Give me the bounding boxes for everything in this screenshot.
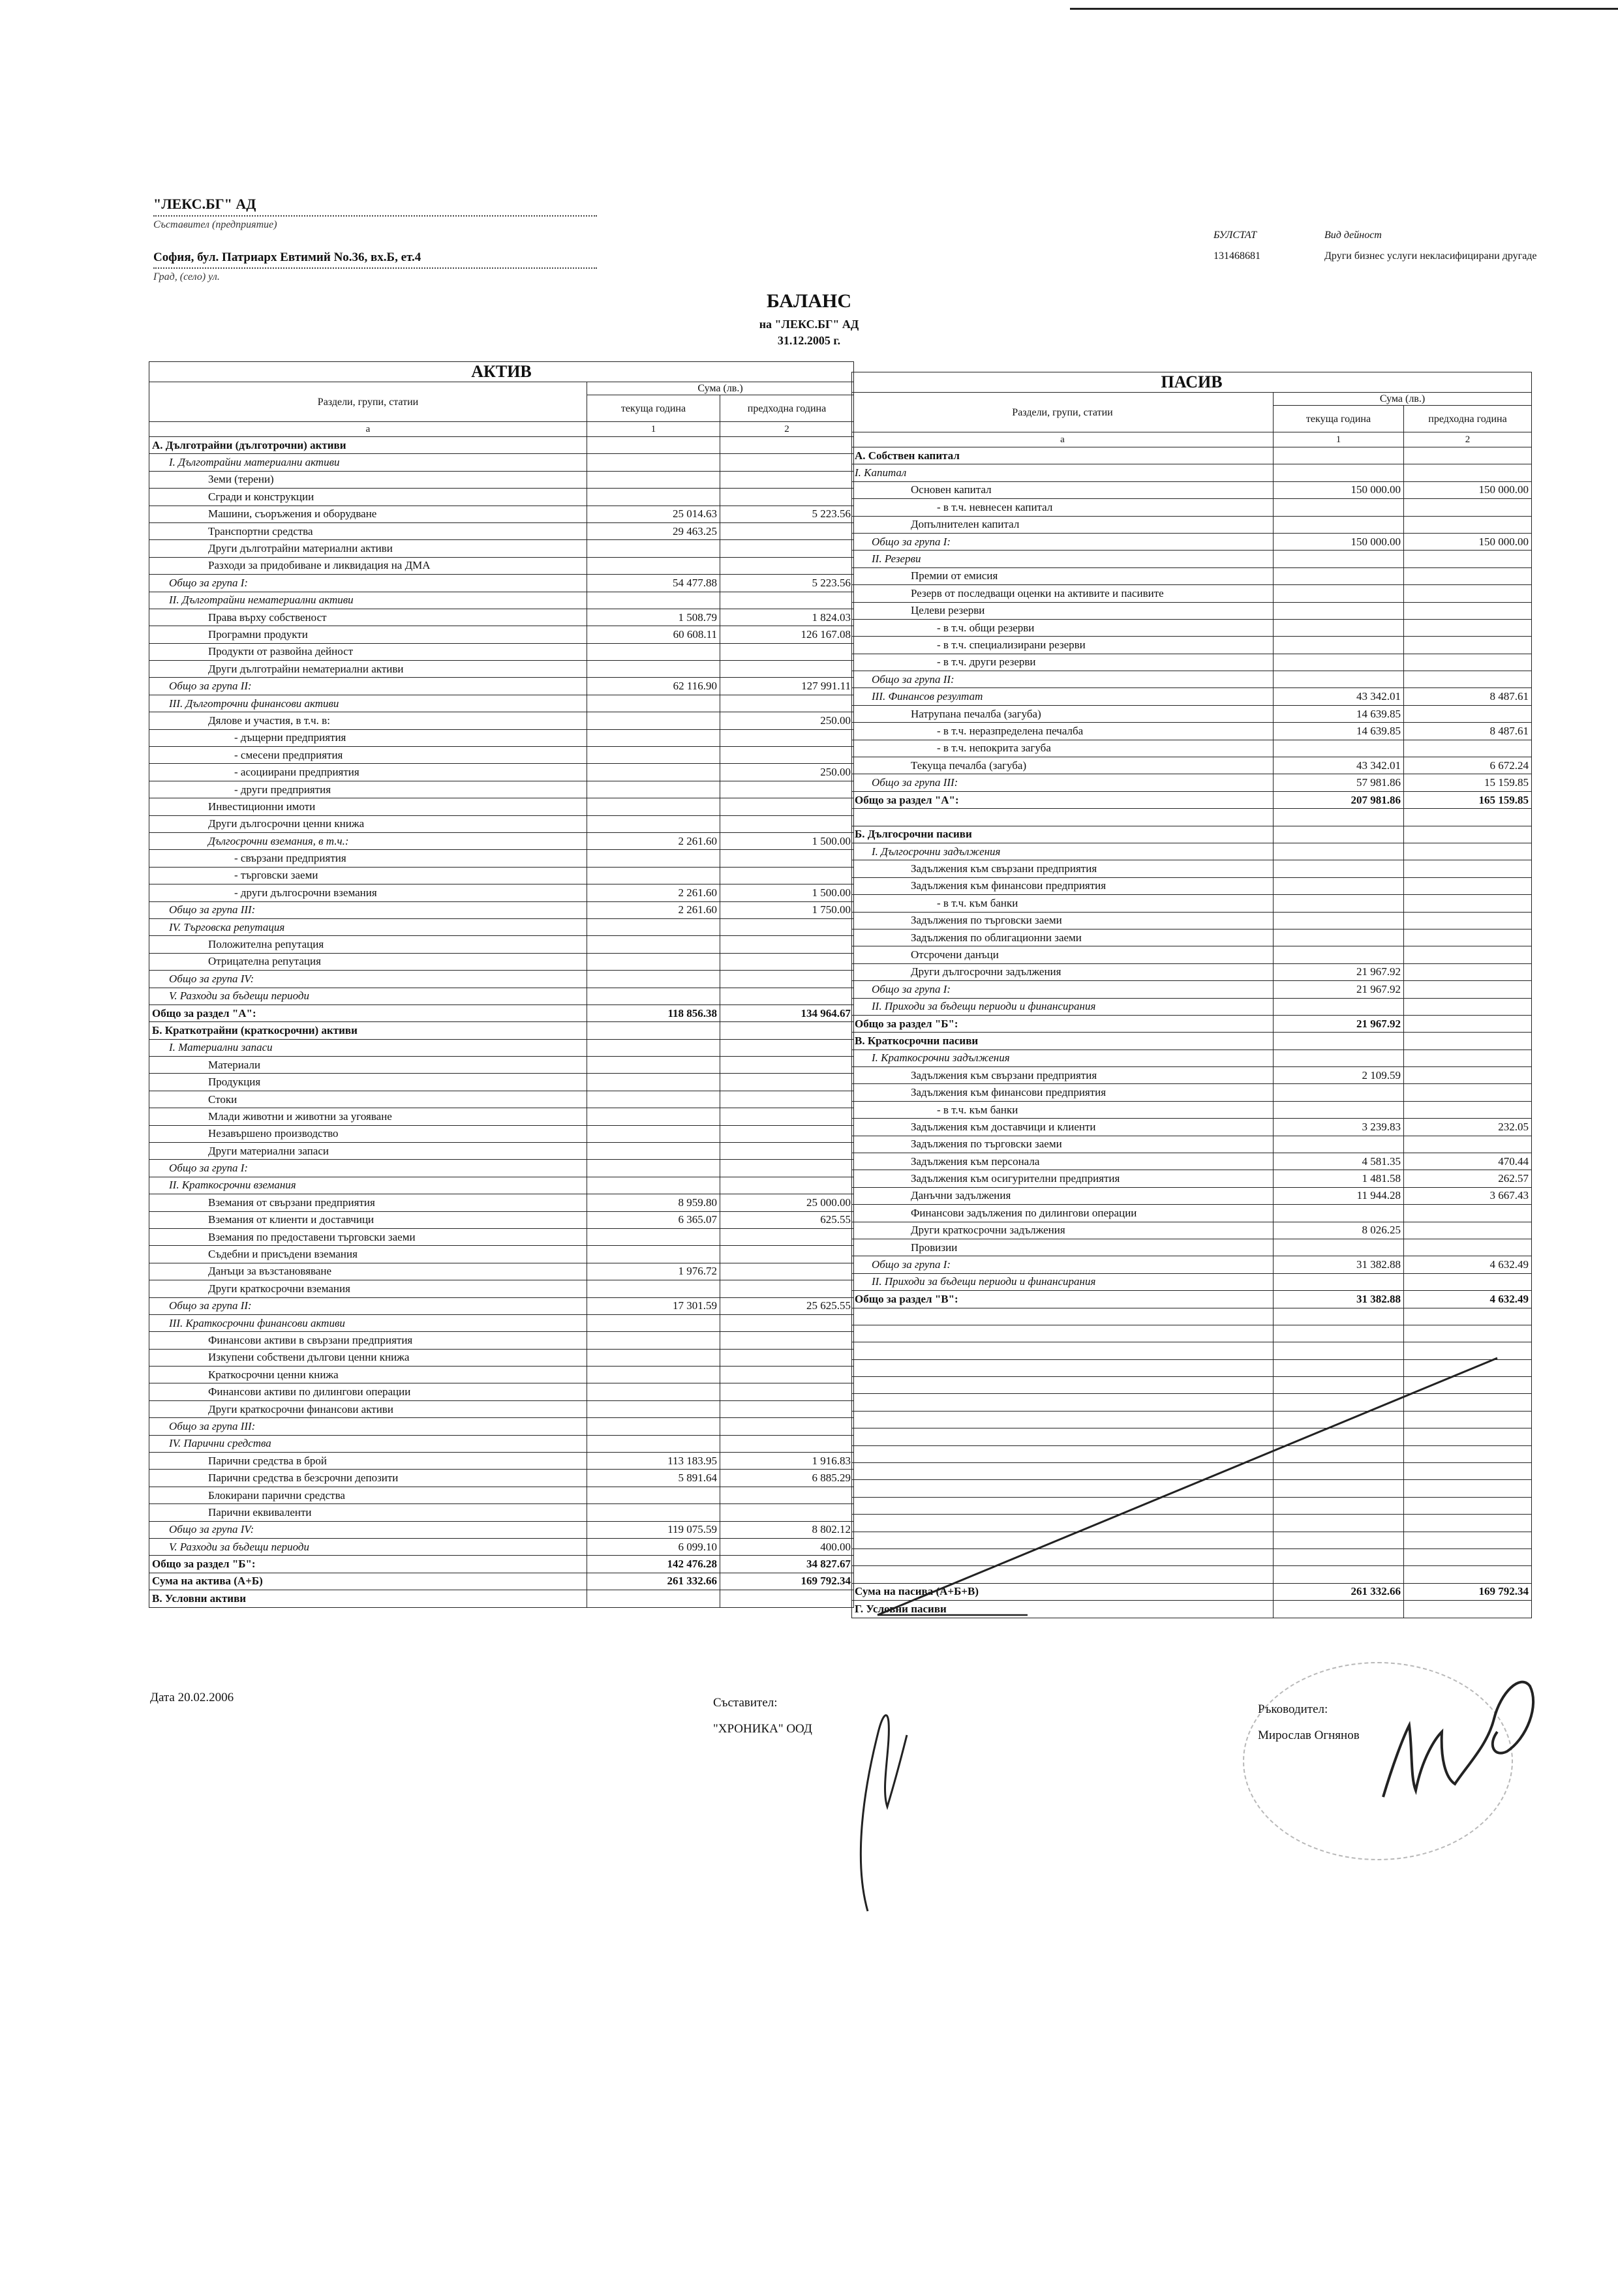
pasiv-total-previous: 169 792.34 <box>1404 1583 1532 1600</box>
pasiv-row-previous: 150 000.00 <box>1404 533 1532 550</box>
aktiv-row-label: Финансови активи в свързани предприятия <box>149 1332 587 1349</box>
aktiv-row-label: Б. Краткотрайни (краткосрочни) активи <box>149 1022 587 1039</box>
pasiv-row-previous: 3 667.43 <box>1404 1187 1532 1204</box>
aktiv-row-previous: 1 750.00 <box>720 901 854 918</box>
pasiv-row-current: 14 639.85 <box>1274 723 1404 740</box>
pasiv-mark-2: 2 <box>1404 432 1532 447</box>
pasiv-total-label: Сума на пасива (А+Б+В) <box>852 1583 1274 1600</box>
aktiv-row-label: - смесени предприятия <box>149 747 587 764</box>
pasiv-heading: ПАСИВ <box>852 372 1532 393</box>
pasiv-row-current: 21 967.92 <box>1274 981 1404 998</box>
pasiv-row-label: Задължения по облигационни заеми <box>852 929 1274 946</box>
pasiv-row-previous: 150 000.00 <box>1404 481 1532 498</box>
aktiv-row-previous: 25 000.00 <box>720 1194 854 1211</box>
aktiv-row-label: Положителна репутация <box>149 936 587 953</box>
pasiv-row-previous: 8 487.61 <box>1404 688 1532 705</box>
bulstat-label: БУЛСТАТ <box>1214 230 1257 241</box>
aktiv-heading: АКТИВ <box>149 362 854 382</box>
aktiv-row-label: Продукти от развойна дейност <box>149 643 587 660</box>
aktiv-row-label: Общо за група I: <box>149 1160 587 1177</box>
aktiv-row-label: - други дългосрочни вземания <box>149 884 587 901</box>
aktiv-row-label: Продукция <box>149 1074 587 1091</box>
pasiv-col-sections: Раздели, групи, статии <box>852 393 1274 432</box>
pasiv-row-label: II. Резерви <box>852 551 1274 567</box>
manager-signature <box>1364 1667 1559 1823</box>
pasiv-row-previous: 8 487.61 <box>1404 723 1532 740</box>
pasiv-row-current: 150 000.00 <box>1274 533 1404 550</box>
aktiv-row-label: Програмни продукти <box>149 626 587 643</box>
aktiv-row-previous: 25 625.55 <box>720 1297 854 1314</box>
aktiv-row-current: 8 959.80 <box>587 1194 720 1211</box>
pasiv-row-current: 43 342.01 <box>1274 757 1404 774</box>
pasiv-row-label: Задължения към финансови предприятия <box>852 877 1274 894</box>
aktiv-row-current: 5 891.64 <box>587 1470 720 1487</box>
pasiv-row-label: - в т.ч. други резерви <box>852 654 1274 671</box>
aktiv-row-label: Парични средства в брой <box>149 1453 587 1470</box>
aktiv-row-label: V. Разходи за бъдещи периоди <box>149 1539 587 1556</box>
aktiv-row-label: Разходи за придобиване и ликвидация на ДМА <box>149 557 587 574</box>
pasiv-row-label: - в т.ч. към банки <box>852 1101 1274 1118</box>
aktiv-row-current: 60 608.11 <box>587 626 720 643</box>
aktiv-row-previous: 34 827.67 <box>720 1556 854 1573</box>
pasiv-row-label: Финансови задължения по дилингови операции <box>852 1205 1274 1222</box>
pasiv-row-current: 1 481.58 <box>1274 1170 1404 1187</box>
aktiv-row-label: Млади животни и животни за угояване <box>149 1108 587 1125</box>
aktiv-row-current: 142 476.28 <box>587 1556 720 1573</box>
aktiv-col-previous: предходна година <box>720 395 854 422</box>
aktiv-col-current: текуща година <box>587 395 720 422</box>
pasiv-row-current: 21 967.92 <box>1274 1015 1404 1032</box>
aktiv-row-current: 2 261.60 <box>587 832 720 849</box>
aktiv-row-label: Машини, съоръжения и оборудване <box>149 506 587 522</box>
aktiv-row-label: Материали <box>149 1057 587 1074</box>
aktiv-row-label: Други дългосрочни ценни книжа <box>149 815 587 832</box>
aktiv-row-label: Изкупени собствени дългови ценни книжа <box>149 1349 587 1366</box>
pasiv-row-current: 31 382.88 <box>1274 1291 1404 1308</box>
aktiv-row-label: - асоциирани предприятия <box>149 764 587 781</box>
pasiv-row-label: - в т.ч. невнесен капитал <box>852 499 1274 516</box>
pasiv-row-label: - в т.ч. специализирани резерви <box>852 637 1274 654</box>
aktiv-row-current: 62 116.90 <box>587 678 720 695</box>
pasiv-row-label: I. Дългосрочни задължения <box>852 843 1274 860</box>
compiler-label: Съставител: <box>713 1696 778 1710</box>
aktiv-row-label: Общо за група II: <box>149 1297 587 1314</box>
aktiv-row-label: Сума на актива (А+Б) <box>149 1573 587 1590</box>
title-main: БАЛАНС <box>766 290 852 312</box>
aktiv-row-label: I. Материални запаси <box>149 1039 587 1056</box>
pasiv-row-current: 3 239.83 <box>1274 1119 1404 1136</box>
pasiv-row-previous: 165 159.85 <box>1404 791 1532 808</box>
aktiv-row-label: IV. Парични средства <box>149 1435 587 1452</box>
pasiv-row-previous: 15 159.85 <box>1404 774 1532 791</box>
pasiv-row-label: Резерв от последващи оценки на активите и пасивите <box>852 585 1274 602</box>
pasiv-row-label: Основен капитал <box>852 481 1274 498</box>
aktiv-row-label: Други дълготрайни материални активи <box>149 540 587 557</box>
pasiv-row-label: III. Финансов резултат <box>852 688 1274 705</box>
aktiv-row-current: 54 477.88 <box>587 575 720 592</box>
pasiv-row-label: Общо за група I: <box>852 1256 1274 1273</box>
aktiv-row-label: Други материални запаси <box>149 1143 587 1160</box>
aktiv-row-current: 17 301.59 <box>587 1297 720 1314</box>
aktiv-row-label: Общо за раздел "Б": <box>149 1556 587 1573</box>
pasiv-row-label: Задължения към свързани предприятия <box>852 860 1274 877</box>
aktiv-row-previous: 250.00 <box>720 712 854 729</box>
aktiv-row-previous: 5 223.56 <box>720 506 854 522</box>
pasiv-mark-1: 1 <box>1274 432 1404 447</box>
aktiv-row-label: III. Краткосрочни финансови активи <box>149 1314 587 1331</box>
pasiv-row-label: Провизии <box>852 1239 1274 1256</box>
pasiv-row-current: 57 981.86 <box>1274 774 1404 791</box>
aktiv-row-label: Вземания от свързани предприятия <box>149 1194 587 1211</box>
pasiv-row-current: 207 981.86 <box>1274 791 1404 808</box>
cancel-diagonal-line <box>878 1358 1497 1615</box>
aktiv-row-label: - други предприятия <box>149 781 587 798</box>
pasiv-row-label: В. Краткосрочни пасиви <box>852 1033 1274 1050</box>
signature-stroke <box>1383 1682 1533 1797</box>
aktiv-row-current: 118 856.38 <box>587 1004 720 1021</box>
aktiv-row-label: Други дълготрайни нематериални активи <box>149 661 587 678</box>
aktiv-row-label: Парични еквиваленти <box>149 1504 587 1521</box>
aktiv-row-previous: 127 991.11 <box>720 678 854 695</box>
aktiv-row-label: III. Дълготрочни финансови активи <box>149 695 587 712</box>
pasiv-row-label: Общо за група II: <box>852 671 1274 688</box>
pasiv-row-previous: 232.05 <box>1404 1119 1532 1136</box>
pasiv-row-current: 150 000.00 <box>1274 481 1404 498</box>
aktiv-col-sections: Раздели, групи, статии <box>149 382 587 422</box>
aktiv-row-label: V. Разходи за бъдещи периоди <box>149 988 587 1004</box>
aktiv-row-previous: 1 916.83 <box>720 1453 854 1470</box>
pasiv-row-label: Задължения към свързани предприятия <box>852 1067 1274 1084</box>
aktiv-row-label: Вземания по предоставени търговски заеми <box>149 1228 587 1245</box>
pasiv-row-previous: 6 672.24 <box>1404 757 1532 774</box>
aktiv-mark-1: 1 <box>587 422 720 437</box>
pasiv-row-label: Задължения към осигурителни предприятия <box>852 1170 1274 1187</box>
pasiv-row-previous: 262.57 <box>1404 1170 1532 1187</box>
pasiv-row-label: Общо за група III: <box>852 774 1274 791</box>
aktiv-row-previous: 169 792.34 <box>720 1573 854 1590</box>
aktiv-row-label: Общо за група III: <box>149 1418 587 1435</box>
pasiv-row-label: Общо за раздел "А": <box>852 791 1274 808</box>
aktiv-row-label: А. Дълготрайни (дълготрочни) активи <box>149 437 587 454</box>
aktiv-mark-2: 2 <box>720 422 854 437</box>
compiler-signature <box>842 1696 926 1918</box>
aktiv-row-current: 1 976.72 <box>587 1263 720 1280</box>
pasiv-row-label: Общо за раздел "Б": <box>852 1015 1274 1032</box>
footer-date: Дата 20.02.2006 <box>150 1691 234 1704</box>
aktiv-row-label: Инвестиционни имоти <box>149 798 587 815</box>
pasiv-row-previous: 4 632.49 <box>1404 1291 1532 1308</box>
pasiv-row-label: Общо за група I: <box>852 533 1274 550</box>
pasiv-row-label: Общо за раздел "В": <box>852 1291 1274 1308</box>
activity-label: Вид дейност <box>1324 230 1382 241</box>
title-date: 31.12.2005 г. <box>777 334 841 347</box>
aktiv-row-current: 25 014.63 <box>587 506 720 522</box>
pasiv-total-current: 261 332.66 <box>1274 1583 1404 1600</box>
aktiv-row-previous: 1 500.00 <box>720 884 854 901</box>
signature-stroke <box>861 1715 907 1911</box>
aktiv-row-label: Незавършено производство <box>149 1125 587 1142</box>
aktiv-row-label: Общо за група II: <box>149 678 587 695</box>
aktiv-row-label: Права върху собственост <box>149 609 587 626</box>
pasiv-col-sum: Сума (лв.) <box>1274 393 1532 406</box>
pasiv-row-label: Текуща печалба (загуба) <box>852 757 1274 774</box>
aktiv-row-label: Данъци за възстановяване <box>149 1263 587 1280</box>
aktiv-row-label: В. Условни активи <box>149 1590 587 1607</box>
compiler-name: "ХРОНИКА" ООД <box>713 1722 812 1736</box>
aktiv-row-previous: 5 223.56 <box>720 575 854 592</box>
pasiv-row-current: 43 342.01 <box>1274 688 1404 705</box>
pasiv-row-label: Допълнителен капитал <box>852 516 1274 533</box>
aktiv-row-previous: 126 167.08 <box>720 626 854 643</box>
aktiv-row-label: Дългосрочни вземания, в т.ч.: <box>149 832 587 849</box>
pasiv-row-previous: 4 632.49 <box>1404 1256 1532 1273</box>
aktiv-row-label: - търговски заеми <box>149 867 587 884</box>
aktiv-col-sum: Сума (лв.) <box>587 382 854 395</box>
pasiv-row-label: Други краткосрочни задължения <box>852 1222 1274 1239</box>
aktiv-row-label: II. Краткосрочни вземания <box>149 1177 587 1194</box>
aktiv-row-label: Финансови активи по дилингови операции <box>149 1383 587 1400</box>
aktiv-row-label: Парични средства в безсрочни депозити <box>149 1470 587 1487</box>
pasiv-row-label: - в т.ч. непокрита загуба <box>852 740 1274 757</box>
aktiv-row-previous: 625.55 <box>720 1211 854 1228</box>
aktiv-row-label: IV. Търговска репутация <box>149 918 587 935</box>
aktiv-row-current: 6 365.07 <box>587 1211 720 1228</box>
company-address-caption: Град, (село) ул. <box>153 271 220 282</box>
aktiv-row-label: II. Дълготрайни нематериални активи <box>149 592 587 609</box>
pasiv-row-label: Данъчни задължения <box>852 1187 1274 1204</box>
pasiv-row-label: Натрупана печалба (загуба) <box>852 705 1274 722</box>
pasiv-row-label: - в т.ч. общи резерви <box>852 619 1274 636</box>
aktiv-row-label: Отрицателна репутация <box>149 953 587 970</box>
pasiv-row-current: 14 639.85 <box>1274 705 1404 722</box>
aktiv-row-label: Дялове и участия, в т.ч. в: <box>149 712 587 729</box>
bulstat-value: 131468681 <box>1214 250 1260 262</box>
aktiv-row-previous: 8 802.12 <box>720 1521 854 1538</box>
aktiv-row-label: - свързани предприятия <box>149 850 587 867</box>
pasiv-row-label: - в т.ч. неразпределена печалба <box>852 723 1274 740</box>
aktiv-row-current: 261 332.66 <box>587 1573 720 1590</box>
aktiv-row-label: Транспортни средства <box>149 522 587 539</box>
aktiv-row-previous: 400.00 <box>720 1539 854 1556</box>
aktiv-mark-a: а <box>149 422 587 437</box>
aktiv-row-current: 6 099.10 <box>587 1539 720 1556</box>
company-name: "ЛЕКС.БГ" АД <box>153 196 256 212</box>
aktiv-row-current: 113 183.95 <box>587 1453 720 1470</box>
aktiv-row-previous: 1 824.03 <box>720 609 854 626</box>
pasiv-mark-a: а <box>852 432 1274 447</box>
pasiv-row-label: Б. Дългосрочни пасиви <box>852 826 1274 843</box>
aktiv-row-current: 29 463.25 <box>587 522 720 539</box>
pasiv-row-current: 11 944.28 <box>1274 1187 1404 1204</box>
pasiv-col-current: текуща година <box>1274 406 1404 432</box>
pasiv-col-previous: предходна година <box>1404 406 1532 432</box>
aktiv-row-label: I. Дълготрайни материални активи <box>149 454 587 471</box>
pasiv-row-current: 21 967.92 <box>1274 963 1404 980</box>
aktiv-row-current: 2 261.60 <box>587 884 720 901</box>
aktiv-row-label: Общо за група IV: <box>149 1521 587 1538</box>
aktiv-row-label: Други краткосрочни финансови активи <box>149 1400 587 1417</box>
aktiv-row-label: Краткосрочни ценни книжа <box>149 1367 587 1383</box>
aktiv-row-current: 1 508.79 <box>587 609 720 626</box>
aktiv-row-label: Вземания от клиенти и доставчици <box>149 1211 587 1228</box>
pasiv-row-label: I. Краткосрочни задължения <box>852 1050 1274 1066</box>
pasiv-row-label: I. Капитал <box>852 464 1274 481</box>
pasiv-row-label: Общо за група I: <box>852 981 1274 998</box>
aktiv-row-label: - дъщерни предприятия <box>149 729 587 746</box>
pasiv-row-label: II. Приходи за бъдещи периоди и финансирания <box>852 1273 1274 1290</box>
aktiv-row-previous: 134 964.67 <box>720 1004 854 1021</box>
pasiv-row-label: Целеви резерви <box>852 602 1274 619</box>
aktiv-row-previous: 1 500.00 <box>720 832 854 849</box>
aktiv-row-label: Общо за група IV: <box>149 971 587 988</box>
aktiv-row-previous: 250.00 <box>720 764 854 781</box>
pasiv-row-current: 31 382.88 <box>1274 1256 1404 1273</box>
aktiv-row-label: Други краткосрочни вземания <box>149 1280 587 1297</box>
pasiv-row-label: Премии от емисия <box>852 567 1274 584</box>
aktiv-row-label: Общо за група III: <box>149 901 587 918</box>
pasiv-row-label: Задължения по търговски заеми <box>852 1136 1274 1153</box>
aktiv-row-current: 2 261.60 <box>587 901 720 918</box>
title-of: на "ЛЕКС.БГ" АД <box>759 318 859 331</box>
pasiv-row-label: II. Приходи за бъдещи периоди и финансирания <box>852 998 1274 1015</box>
aktiv-row-label: Общо за група I: <box>149 575 587 592</box>
pasiv-row-label: Задължения към финансови предприятия <box>852 1084 1274 1101</box>
activity-value: Други бизнес услуги некласифицирани другаде <box>1324 250 1537 262</box>
aktiv-row-label: Земи (терени) <box>149 471 587 488</box>
pasiv-row-label: А. Собствен капитал <box>852 447 1274 464</box>
pasiv-row-current: 2 109.59 <box>1274 1067 1404 1084</box>
manager-name: Мирослав Огнянов <box>1258 1729 1360 1742</box>
aktiv-row-previous: 6 885.29 <box>720 1470 854 1487</box>
aktiv-row-label: Блокирани парични средства <box>149 1487 587 1503</box>
aktiv-row-label: Общо за раздел "А": <box>149 1004 587 1021</box>
company-address: София, бул. Патриарх Евтимий No.36, вх.Б, ет.4 <box>153 250 421 264</box>
company-name-caption: Съставител (предприятие) <box>153 219 277 230</box>
aktiv-row-label: Сгради и конструкции <box>149 489 587 506</box>
pasiv-row-previous: 470.44 <box>1404 1153 1532 1170</box>
pasiv-row-current: 8 026.25 <box>1274 1222 1404 1239</box>
pasiv-row-label: Задължения към персонала <box>852 1153 1274 1170</box>
pasiv-row-label: Други дългосрочни задължения <box>852 963 1274 980</box>
pasiv-row-label: Задължения по търговски заеми <box>852 912 1274 929</box>
pasiv-row-label: - в т.ч. към банки <box>852 895 1274 912</box>
aktiv-row-current: 119 075.59 <box>587 1521 720 1538</box>
manager-label: Ръководител: <box>1258 1702 1328 1716</box>
pasiv-row-label: Задължения към доставчици и клиенти <box>852 1119 1274 1136</box>
pasiv-row-current: 4 581.35 <box>1274 1153 1404 1170</box>
aktiv-row-label: Съдебни и присъдени вземания <box>149 1246 587 1263</box>
aktiv-row-label: Стоки <box>149 1091 587 1108</box>
pasiv-row-label: Отсрочени данъци <box>852 946 1274 963</box>
pasiv-conditional-label: Г. Условни пасиви <box>852 1601 1274 1618</box>
